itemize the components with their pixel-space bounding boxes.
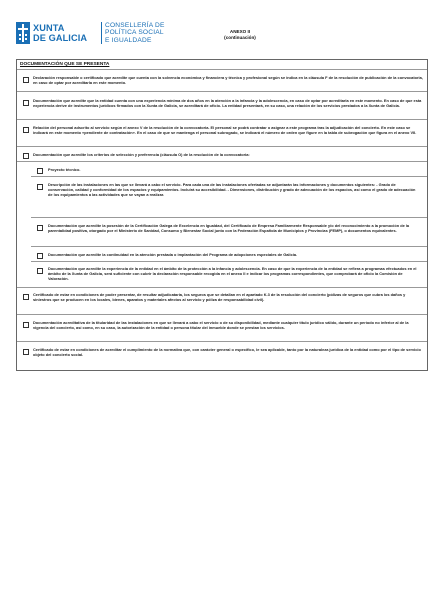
item-solvencia: Declaración responsable o certificado que acredite que cuenta con la solvencia económica y financiera y técnica y profesional según se indica en la cláusula F de la resolución de publicación de la convocatoria, en caso de optar por acreditarla en este momento. — [33, 75, 423, 86]
anexo-heading — [200, 29, 280, 41]
item-proyecto-tecnico: Proyecto técnico. — [48, 167, 81, 172]
row-divider — [17, 161, 427, 162]
checkbox-experiencia-entidad[interactable] — [37, 268, 43, 274]
header-divider — [101, 22, 102, 44]
checkbox-continuidad[interactable] — [37, 253, 43, 259]
item-certificacion-igualdad: Documentación que acredite la posesión de la Certificación Galega de Excelencia en Igualdad, del Certificado de Empresa Familiarmente Responsable y/o del reconocimiento a la promoción de la parentalidad positiva, otorgado por el Ministerio de Sanidad, Consumo y Bienestar Social junto con la Federación Española de Municipios y Provincias (FEMP), o documentos equivalentes. — [48, 223, 410, 234]
row-divider — [17, 341, 427, 342]
brand-name — [33, 23, 87, 43]
item-instalaciones: Descripción de las instalaciones en las que se llevará a cabo el servicio. Para cada una de las instalaciones ofertadas se adjuntarán las informaciones y documentos siguientes: - Grado de conservación, calidad y conformidad de los espacios y equipamientos. Incluirá su accesibilidad. - Dimensiones, distribución y grado de adecuación de los espacios, así como el grado de adecuación de los equipamientos a las actividades que se vayan a realizar. — [48, 182, 416, 198]
row-divider — [17, 119, 427, 120]
row-divider — [17, 146, 427, 147]
item-continuidad: Documentación que acredite la continuidad en la atención prestada o implantación del Programa de adopciones especiales de Galicia. — [48, 252, 298, 257]
ministry-line-2: POLÍTICA SOCIAL — [105, 29, 164, 37]
item-experiencia-entidad: Documentación que acredite la experiencia de la entidad en el ámbito de la protección a la infancia y adolescencia. En caso de que la experiencia de la entidad se refiera a programas efectuados en el ámbito de la Xunta de Galicia, será suficiente con cubrir la declaración responsable recogida en el anexo II e indicar los programas correspondientes, que comprobará de oficio la Comisión de Valoración. — [48, 266, 417, 282]
documentation-section — [16, 59, 428, 371]
row-divider — [17, 287, 427, 288]
checkbox-normativa[interactable] — [23, 349, 29, 355]
row-divider — [17, 314, 427, 315]
checkbox-instalaciones[interactable] — [37, 184, 43, 190]
item-criterios-seleccion: Documentación que acredite los criterios de selección y preferencia (cláusula O) de la resolución de la convocatoria: — [33, 152, 250, 157]
checkbox-relacion-personal[interactable] — [23, 127, 29, 133]
section-title: DOCUMENTACIÓN QUE SE PRESENTA — [20, 62, 110, 67]
item-titularidad: Documentación acreditativa de la titularidad de las instalaciones en que se llevará a cabo el servicio o de su disponibilidad, mediante cualquier título jurídico válido, durante un período no inferior al de la vigencia del concierto, así como, en su caso, la autorización de la entidad o persona titular del inmueble donde se prestan los servicios. — [33, 320, 409, 331]
xunta-cross-icon — [16, 22, 30, 44]
checkbox-seguros[interactable] — [23, 294, 29, 300]
row-divider — [17, 91, 427, 92]
anexo-title: ANEXO II — [229, 29, 251, 34]
checkbox-certificacion-igualdad[interactable] — [37, 225, 43, 231]
xunta-logo — [16, 22, 100, 46]
row-divider — [31, 217, 427, 218]
section-divider — [17, 69, 427, 70]
ministry-line-1: CONSELLERÍA DE — [105, 22, 165, 29]
item-relacion-personal: Relación del personal adscrito al servicio según el anexo V de la resolución de la convocatoria. El personal se podrá contratar o asignar a este programa tras la adjudicación del concierto. En este caso se indicará en este momento «pendiente de contratación». En el caso de que se mantenga el personal subrogado, se indicará el número de orden que figure en la tabla de subrogación que figura en el anexo VII. — [33, 125, 417, 136]
brand-line-2: DE GALICIA — [33, 33, 88, 43]
checkbox-criterios-seleccion[interactable] — [23, 153, 29, 159]
row-divider — [31, 261, 427, 262]
ministry-line-3: E IGUALDADE — [105, 36, 152, 44]
checkbox-experiencia-minima[interactable] — [23, 100, 29, 106]
row-divider — [31, 176, 427, 177]
item-experiencia-minima: Documentación que acredite que la entidad cuenta con una experiencia mínima de dos años en la atención a la infancia y la adolescencia, en caso de optar por acreditarla en este momento. En caso de que esta experiencia derive de instrumentos jurídicos firmados con la Xunta de Galicia, se acreditará de oficio. La entidad presentará, en su caso, una relación de los servicios prestados a la Xunta de Galicia. — [33, 98, 422, 109]
item-normativa: Certificado de estar en condiciones de acreditar el cumplimiento de la normativa que, con carácter general o específico, le sea aplicable, tanto por la naturaleza jurídica de la entidad como por el tipo de servicio objeto del concierto social. — [33, 347, 421, 358]
row-divider — [31, 246, 427, 247]
checkbox-solvencia[interactable] — [23, 77, 29, 83]
ministry-name — [105, 22, 165, 44]
checkbox-proyecto-tecnico[interactable] — [37, 168, 43, 174]
brand-line-1: XUNTA — [33, 23, 65, 33]
item-seguros: Certificado de estar en condiciones de poder presentar, de resultar adjudicataria, los seguros que se detallan en el apartado K.3 de la resolución del concierto (pólizas de seguros que cubra los daños y siniestros que se producen en los locales, bienes, aparatos y materiales afectos al servicio y póliza de responsabilidad civil). — [33, 292, 406, 303]
checkbox-titularidad[interactable] — [23, 322, 29, 328]
anexo-subtitle: (continuación) — [224, 35, 256, 40]
